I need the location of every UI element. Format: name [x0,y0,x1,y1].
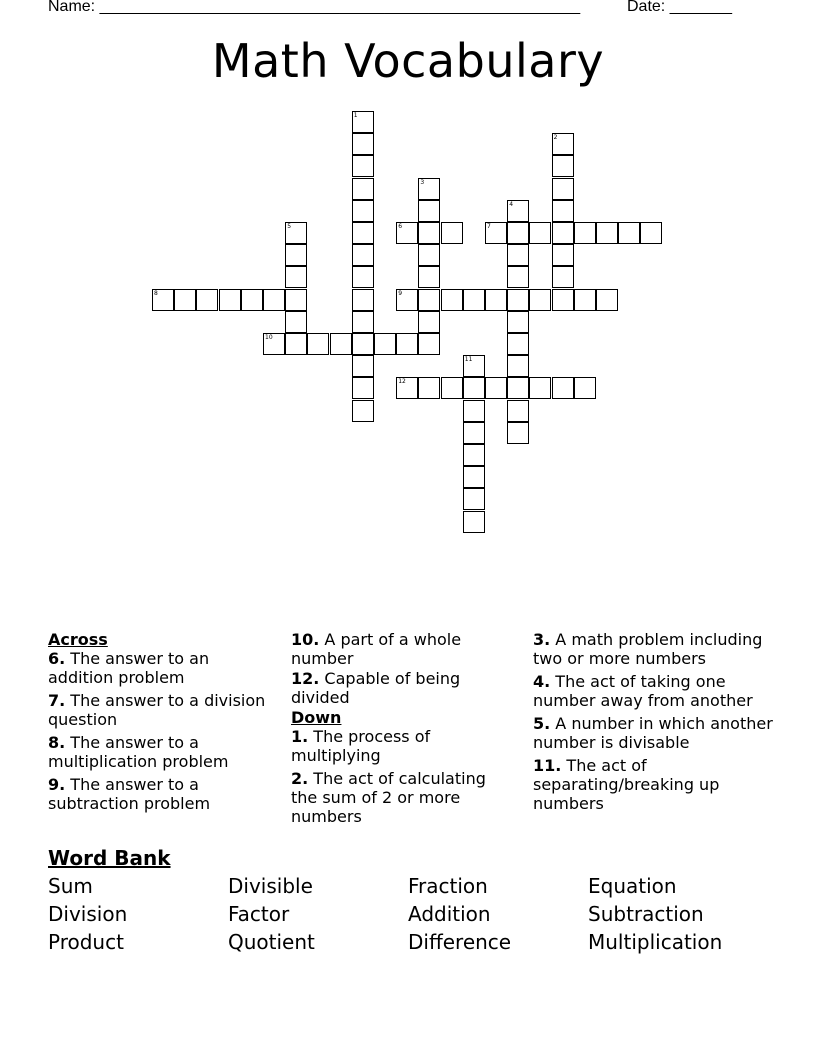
word-bank-title: Word Bank [48,846,171,870]
grid-cell[interactable] [352,133,374,155]
grid-cell[interactable] [352,244,374,266]
word-bank-item: Multiplication [588,930,723,954]
word-bank-item: Fraction [408,874,488,898]
grid-cell[interactable] [529,377,551,399]
grid-cell[interactable] [174,289,196,311]
grid-cell[interactable] [418,333,440,355]
grid-cell[interactable] [507,266,529,288]
grid-cell[interactable] [441,222,463,244]
grid-cell[interactable] [463,488,485,510]
grid-cell[interactable] [396,333,418,355]
grid-cell[interactable] [285,311,307,333]
grid-cell[interactable] [463,289,485,311]
clue-number-label: 7 [487,223,491,230]
grid-cell[interactable] [219,289,241,311]
grid-cell[interactable] [352,400,374,422]
grid-cell[interactable] [241,289,263,311]
grid-cell[interactable] [418,266,440,288]
grid-cell[interactable] [307,333,329,355]
grid-cell[interactable] [507,377,529,399]
grid-cell[interactable] [352,222,374,244]
clue-down-11: 11. The act of separating/breaking up numbers [533,756,720,813]
grid-cell[interactable] [352,289,374,311]
clue-across-10: 10. A part of a whole number [291,630,462,668]
grid-cell[interactable] [507,422,529,444]
grid-cell[interactable] [463,444,485,466]
clue-number-label: 6 [398,223,403,230]
word-bank-column-2 [228,872,315,956]
clue-number-label: 11 [464,356,473,364]
word-bank-item: Product [48,930,124,954]
grid-cell[interactable] [352,155,374,177]
clue-down-2: 2. The act of calculating the sum of 2 or more numbers [291,769,486,826]
grid-cell[interactable] [418,200,440,222]
grid-cell[interactable] [507,311,529,333]
grid-cell[interactable] [352,333,374,355]
clue-down-5: 5. A number in which another number is divisable [533,714,773,752]
clue-number-label: 8 [154,289,158,297]
grid-cell[interactable] [552,155,574,177]
grid-cell[interactable] [352,377,374,399]
word-bank-column-1 [48,872,127,956]
clue-across-12: 12. Capable of being divided [291,669,461,707]
grid-cell[interactable] [640,222,662,244]
grid-cell[interactable] [507,355,529,377]
clues-column-2 [291,630,511,830]
word-bank-item: Quotient [228,930,315,954]
grid-cell[interactable] [352,355,374,377]
clue-number-label: 3 [420,178,425,186]
word-bank-item: Equation [588,874,677,898]
grid-cell[interactable] [552,244,574,266]
grid-cell[interactable] [285,289,307,311]
grid-cell[interactable] [574,377,596,399]
clue-number-label: 4 [509,200,514,208]
clue-number-label: 1 [353,112,358,119]
clue-across-9: 9. The answer to a subtraction problem [48,775,211,813]
clue-down-4: 4. The act of taking one number away from another [533,672,753,710]
clue-across-6: 6. The answer to an addition problem [48,649,210,687]
grid-cell[interactable] [418,311,440,333]
grid-cell[interactable] [507,222,529,244]
grid-cell[interactable] [285,244,307,266]
grid-cell[interactable] [529,289,551,311]
grid-cell[interactable] [441,289,463,311]
down-heading: Down [291,708,342,727]
grid-cell[interactable] [330,333,352,355]
grid-cell[interactable] [596,289,618,311]
word-bank-item: Difference [408,930,512,954]
grid-cell[interactable] [485,289,507,311]
grid-cell[interactable] [418,377,440,399]
grid-cell[interactable] [352,311,374,333]
grid-cell[interactable] [552,377,574,399]
word-bank-item: Sum [48,874,93,898]
clue-number-label: 5 [287,223,292,230]
clue-number-label: 2 [553,134,558,142]
grid-cell[interactable] [574,289,596,311]
grid-cell[interactable] [552,200,574,222]
grid-cell[interactable] [352,200,374,222]
across-heading: Across [48,630,108,649]
clue-across-8: 8. The answer to a multiplication problem [48,733,229,771]
name-field-label: Name: ______________________________________________________ [48,0,581,15]
grid-cell[interactable] [463,466,485,488]
word-bank-item: Addition [408,902,491,926]
grid-cell[interactable] [618,222,640,244]
grid-cell[interactable] [552,266,574,288]
grid-cell[interactable] [529,222,551,244]
page-title: Math Vocabulary [211,34,605,88]
grid-cell[interactable] [463,400,485,422]
grid-cell[interactable] [285,333,307,355]
grid-cell[interactable] [507,400,529,422]
grid-cell[interactable] [418,222,440,244]
clues-column-1 [48,630,268,817]
clue-number-label: 10 [265,334,273,341]
word-bank-column-4 [588,872,722,956]
grid-cell[interactable] [418,244,440,266]
clues-column-3 [533,630,773,817]
word-bank-item: Subtraction [588,902,704,926]
grid-cell[interactable] [263,289,285,311]
grid-cell[interactable] [441,377,463,399]
grid-cell[interactable] [596,222,618,244]
word-bank-item: Division [48,902,128,926]
grid-cell[interactable] [552,289,574,311]
grid-cell[interactable] [285,266,307,288]
grid-cell[interactable] [463,511,485,533]
grid-cell[interactable] [507,333,529,355]
clue-down-1: 1. The process of multiplying [291,727,431,765]
grid-cell[interactable] [507,289,529,311]
grid-cell[interactable] [463,377,485,399]
grid-cell[interactable] [507,244,529,266]
clue-down-3: 3. A math problem including two or more numbers [533,630,763,668]
word-bank-item: Factor [228,902,290,926]
word-bank-column-3 [408,872,511,956]
grid-cell[interactable] [196,289,218,311]
grid-cell[interactable] [485,377,507,399]
clue-across-7: 7. The answer to a division question [48,691,266,729]
grid-cell[interactable] [352,178,374,200]
grid-cell[interactable] [574,222,596,244]
clue-number-label: 9 [398,289,403,297]
grid-cell[interactable] [418,289,440,311]
grid-cell[interactable] [374,333,396,355]
grid-cell[interactable] [552,222,574,244]
grid-cell[interactable] [352,266,374,288]
clue-number-label: 12 [398,378,406,386]
date-field-label: Date: _______ [627,0,732,15]
grid-cell[interactable] [552,178,574,200]
word-bank-item: Divisible [228,874,313,898]
grid-cell[interactable] [463,422,485,444]
